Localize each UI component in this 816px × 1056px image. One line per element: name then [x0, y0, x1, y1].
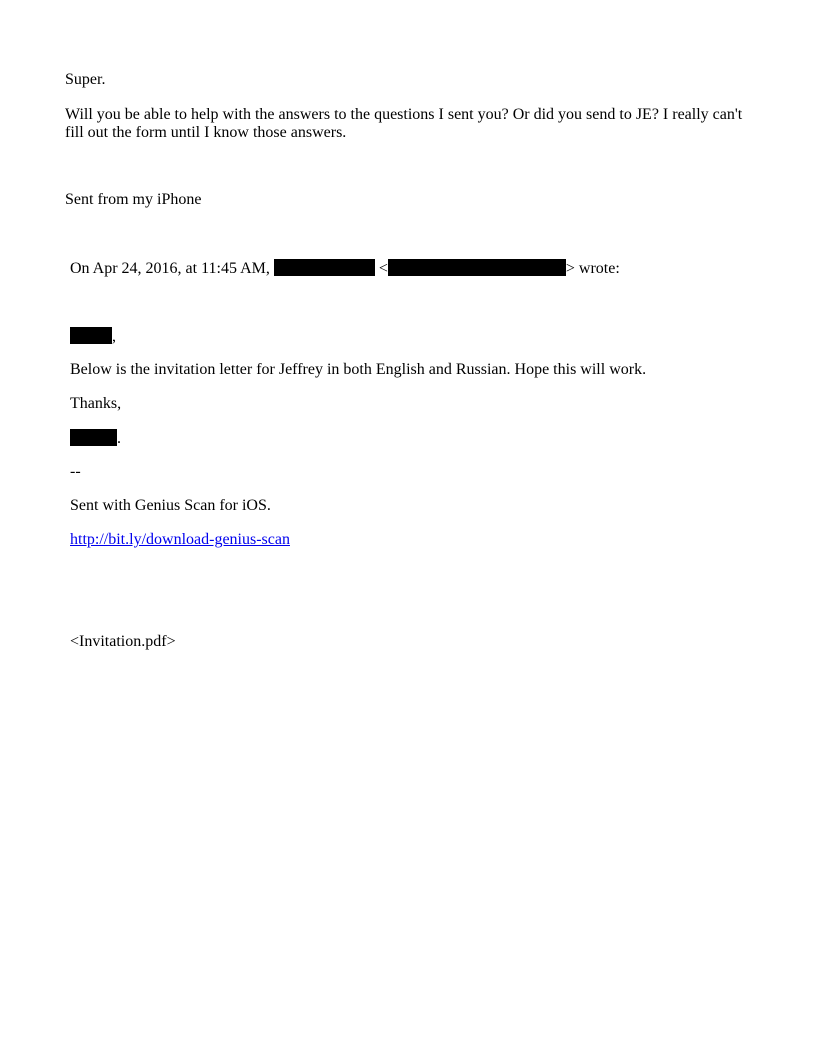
quoted-name-line — [70, 429, 121, 448]
quoted-header-open-bracket: < — [378, 260, 388, 277]
redacted-sender-name — [274, 259, 375, 276]
signature-link-line — [70, 531, 290, 549]
quoted-salutation — [70, 327, 116, 346]
quoted-closing: Thanks, — [70, 395, 122, 412]
reply-body-line-1: Will you be able to help with the answers to the questions I sent you? Or did you send to JE? I really can't — [65, 106, 743, 123]
reply-signature: Sent from my iPhone — [65, 191, 202, 208]
reply-greeting: Super. — [65, 71, 106, 88]
signature-separator: -- — [70, 463, 81, 480]
reply-body-line-2: fill out the form until I know those answers. — [65, 124, 347, 141]
redacted-recipient-name — [70, 327, 112, 344]
quoted-body: Below is the invitation letter for Jeffrey in both English and Russian. Hope this will work. — [70, 361, 647, 378]
salutation-punct: , — [112, 328, 116, 345]
quoted-header-suffix: > wrote: — [565, 260, 620, 277]
genius-scan-link[interactable]: http://bit.ly/download-genius-scan — [70, 531, 290, 548]
quoted-header-prefix: On Apr 24, 2016, at 11:45 AM, — [70, 260, 270, 277]
redacted-sender-email — [388, 259, 566, 276]
name-punct: . — [117, 430, 121, 447]
quoted-header — [70, 259, 620, 278]
attachment-name[interactable]: <Invitation.pdf> — [70, 633, 176, 650]
signature-text: Sent with Genius Scan for iOS. — [70, 497, 271, 514]
redacted-sender-signature — [70, 429, 117, 446]
